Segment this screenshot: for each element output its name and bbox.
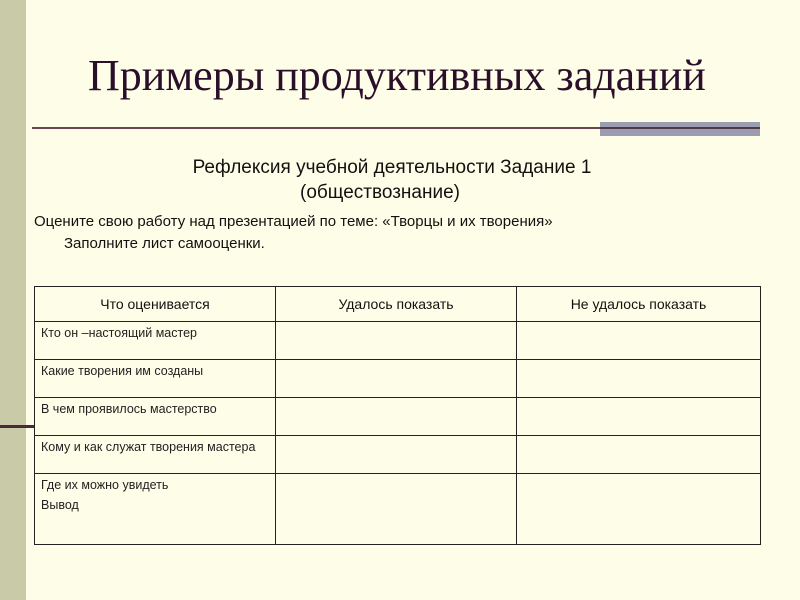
criterion-cell: [35, 322, 276, 360]
not-achieved-cell[interactable]: [517, 359, 761, 397]
self-assessment-table: [34, 286, 761, 545]
achieved-cell[interactable]: [276, 322, 517, 360]
criterion-cell: [35, 435, 276, 473]
header-not-achieved: Не удалось показать: [517, 287, 761, 322]
subtitle-line-2: (обществознание): [300, 182, 460, 203]
subtitle-line-1: Рефлексия учебной деятельности Задание 1: [192, 157, 592, 178]
not-achieved-cell[interactable]: [517, 322, 761, 360]
not-achieved-cell[interactable]: [517, 435, 761, 473]
divider-accent: [600, 122, 760, 136]
achieved-cell[interactable]: [276, 435, 517, 473]
table-row: [35, 359, 761, 397]
criterion-text: Где их можно увидеть: [41, 477, 169, 492]
instruction-line-1: Оцените свою работу над презентацией по теме: «Творцы и их творения»: [34, 213, 553, 230]
table-header-row: [35, 287, 761, 322]
instruction-line-2: Заполните лист самооценки.: [64, 235, 265, 252]
criterion-text: Кому и как служат творения мастера: [41, 439, 256, 454]
criterion-cell: [35, 473, 276, 544]
header-criterion: Что оценивается: [35, 287, 276, 322]
table-row: [35, 473, 761, 544]
criterion-text: Кто он –настоящий мастер: [41, 326, 197, 340]
header-achieved: Удалось показать: [276, 287, 517, 322]
achieved-cell[interactable]: [276, 397, 517, 435]
criterion-text: Какие творения им созданы: [41, 363, 204, 378]
table-row: [35, 397, 761, 435]
criterion-cell: [35, 397, 276, 435]
not-achieved-cell[interactable]: [517, 473, 761, 544]
achieved-cell[interactable]: [276, 473, 517, 544]
criterion-text-conclusion: Вывод: [41, 497, 79, 512]
table-row: [35, 435, 761, 473]
slide-title: Примеры продуктивных заданий: [88, 51, 706, 100]
achieved-cell[interactable]: [276, 359, 517, 397]
criterion-cell: [35, 359, 276, 397]
divider-accent-line: [600, 127, 760, 129]
table-row: [35, 322, 761, 360]
criterion-text: В чем проявилось мастерство: [41, 401, 217, 416]
left-decor-bar: [0, 0, 26, 600]
not-achieved-cell[interactable]: [517, 397, 761, 435]
